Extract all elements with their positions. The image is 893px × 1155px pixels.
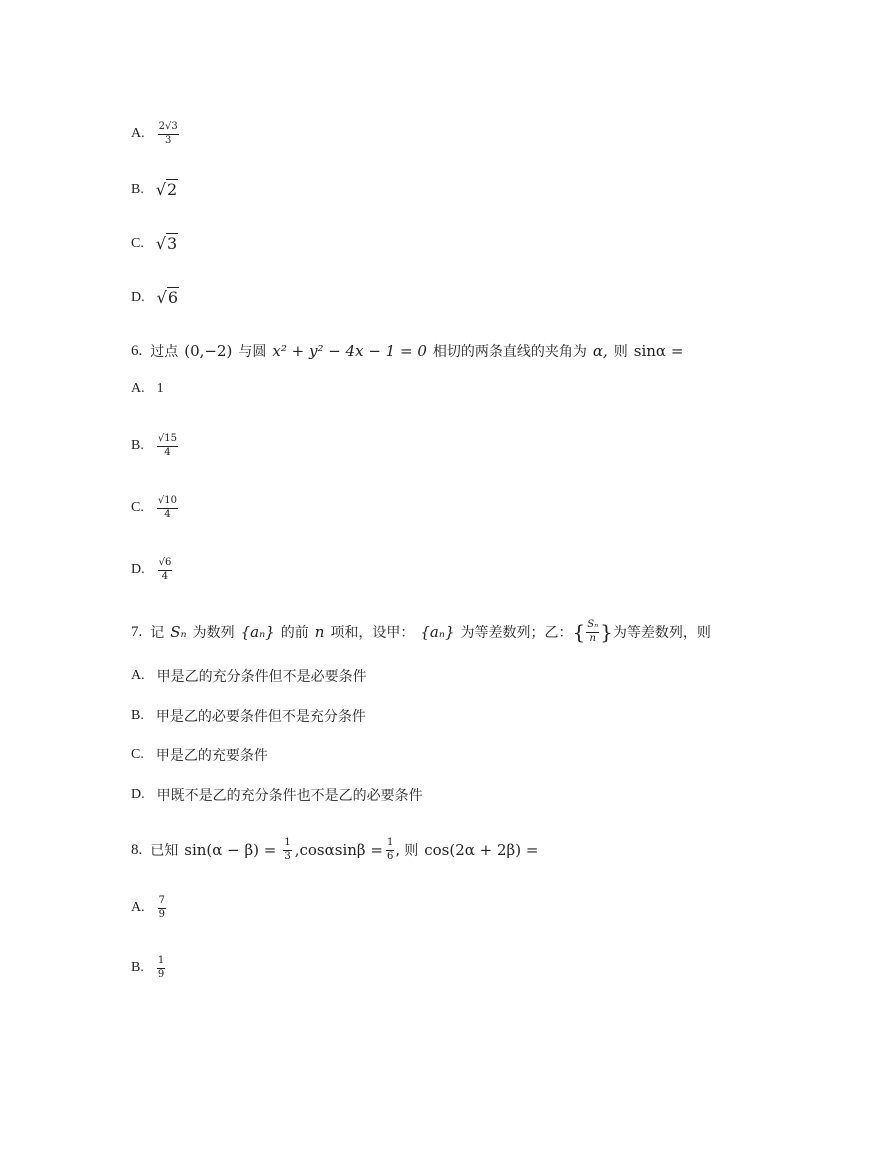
math-expression: {aₙ} bbox=[240, 623, 275, 641]
q7-stem bbox=[131, 620, 711, 644]
option-label: D. bbox=[131, 289, 145, 305]
math-expression: ,cosαsinβ = bbox=[294, 841, 383, 859]
option-text: 甲是乙的充要条件 bbox=[155, 748, 268, 764]
option-label: A. bbox=[131, 126, 145, 141]
radicand: 2 bbox=[167, 180, 178, 199]
option-label: A. bbox=[131, 381, 145, 396]
stem-text: 为等差数列，则 bbox=[612, 625, 711, 641]
fraction-numerator: 1 bbox=[386, 838, 394, 851]
option-text: 1 bbox=[156, 381, 164, 396]
fraction-numerator: √15 bbox=[157, 434, 178, 447]
q7-option-d bbox=[131, 785, 423, 805]
fraction bbox=[158, 896, 166, 920]
q5-option-b bbox=[131, 180, 178, 199]
q8-stem bbox=[131, 838, 544, 862]
square-root: √2 bbox=[155, 180, 178, 199]
q7-option-a bbox=[131, 666, 367, 686]
stem-text: 为数列 bbox=[192, 625, 235, 641]
math-expression: sinα = bbox=[633, 342, 684, 360]
math-expression: sin(α − β) = bbox=[184, 841, 277, 859]
radicand: 3 bbox=[167, 234, 178, 253]
stem-text: 为等差数列；乙： bbox=[460, 625, 573, 641]
math-expression: {aₙ} bbox=[420, 623, 455, 641]
square-root: √3 bbox=[155, 234, 178, 253]
left-brace: { bbox=[572, 620, 586, 644]
q8-option-b bbox=[131, 956, 166, 980]
stem-text: 过点 bbox=[150, 344, 179, 360]
option-label: B. bbox=[131, 438, 144, 453]
option-label: B. bbox=[131, 960, 144, 975]
fraction-numerator: Sₙ bbox=[586, 620, 599, 633]
fraction-denominator: 9 bbox=[158, 908, 165, 920]
option-label: A. bbox=[131, 900, 145, 915]
stem-text: 记 bbox=[150, 625, 165, 641]
fraction bbox=[158, 558, 173, 582]
radicand: 6 bbox=[167, 288, 179, 307]
q6-option-d bbox=[131, 558, 173, 582]
fraction bbox=[157, 434, 178, 458]
math-expression: cos(2α + 2β) = bbox=[424, 841, 539, 859]
math-expression: α, bbox=[592, 342, 608, 360]
question-number: 7. bbox=[131, 623, 143, 640]
option-label: A. bbox=[131, 668, 145, 683]
math-expression: x² + y² − 4x − 1 = 0 bbox=[272, 342, 427, 360]
option-label: B. bbox=[131, 181, 144, 197]
fraction-numerator: √6 bbox=[158, 558, 173, 571]
option-text: 甲是乙的必要条件但不是充分条件 bbox=[155, 709, 366, 725]
fraction-denominator: 9 bbox=[157, 968, 165, 980]
math-expression: Sₙ bbox=[170, 623, 187, 641]
fraction bbox=[157, 956, 165, 980]
q6-option-a bbox=[131, 381, 176, 397]
square-root: √6 bbox=[156, 288, 179, 307]
fraction-denominator: 6 bbox=[386, 850, 394, 862]
q7-option-c bbox=[131, 745, 268, 765]
fraction-numerator: 7 bbox=[158, 896, 166, 909]
q6-stem bbox=[131, 341, 689, 361]
option-label: C. bbox=[131, 500, 144, 515]
right-brace: } bbox=[600, 620, 613, 644]
q5-option-d bbox=[131, 288, 179, 307]
stem-text: 相切的两条直线的夹角为 bbox=[432, 344, 587, 360]
fraction-denominator: 3 bbox=[284, 850, 291, 862]
fraction bbox=[386, 838, 394, 862]
q5-option-c bbox=[131, 234, 178, 253]
q8-option-a bbox=[131, 896, 167, 920]
stem-text: 与圆 bbox=[238, 344, 267, 360]
fraction-numerator: 1 bbox=[157, 956, 165, 969]
fraction bbox=[158, 122, 179, 146]
fraction-denominator: 3 bbox=[164, 134, 172, 146]
q7-option-b bbox=[131, 706, 366, 726]
fraction-numerator: 2√3 bbox=[158, 122, 179, 135]
stem-text: 则 bbox=[613, 344, 628, 360]
q5-option-a bbox=[131, 122, 180, 146]
stem-text: 的前 bbox=[280, 625, 309, 641]
fraction bbox=[283, 838, 291, 862]
fraction bbox=[586, 620, 599, 644]
option-label: D. bbox=[131, 787, 145, 802]
math-expression: n bbox=[314, 623, 325, 641]
stem-text: 项和，设甲： bbox=[330, 625, 415, 641]
option-label: D. bbox=[131, 562, 145, 577]
option-label: C. bbox=[131, 747, 144, 762]
math-expression: (0,−2) bbox=[184, 342, 233, 360]
fraction-denominator: 4 bbox=[161, 570, 169, 582]
question-number: 8. bbox=[131, 841, 143, 858]
option-label: B. bbox=[131, 708, 144, 723]
stem-text: , 则 bbox=[395, 843, 419, 859]
question-number: 6. bbox=[131, 342, 143, 359]
option-label: C. bbox=[131, 235, 144, 251]
q6-option-c bbox=[131, 496, 179, 520]
fraction-denominator: n bbox=[589, 632, 596, 644]
option-text: 甲是乙的充分条件但不是必要条件 bbox=[156, 669, 367, 685]
stem-text: 已知 bbox=[150, 843, 179, 859]
fraction-denominator: 4 bbox=[164, 508, 171, 520]
fraction-numerator: 1 bbox=[283, 838, 291, 851]
q6-option-b bbox=[131, 434, 179, 458]
fraction bbox=[157, 496, 178, 520]
option-text: 甲既不是乙的充分条件也不是乙的必要条件 bbox=[156, 788, 423, 804]
fraction-denominator: 4 bbox=[164, 446, 171, 458]
fraction-numerator: √10 bbox=[157, 496, 178, 509]
